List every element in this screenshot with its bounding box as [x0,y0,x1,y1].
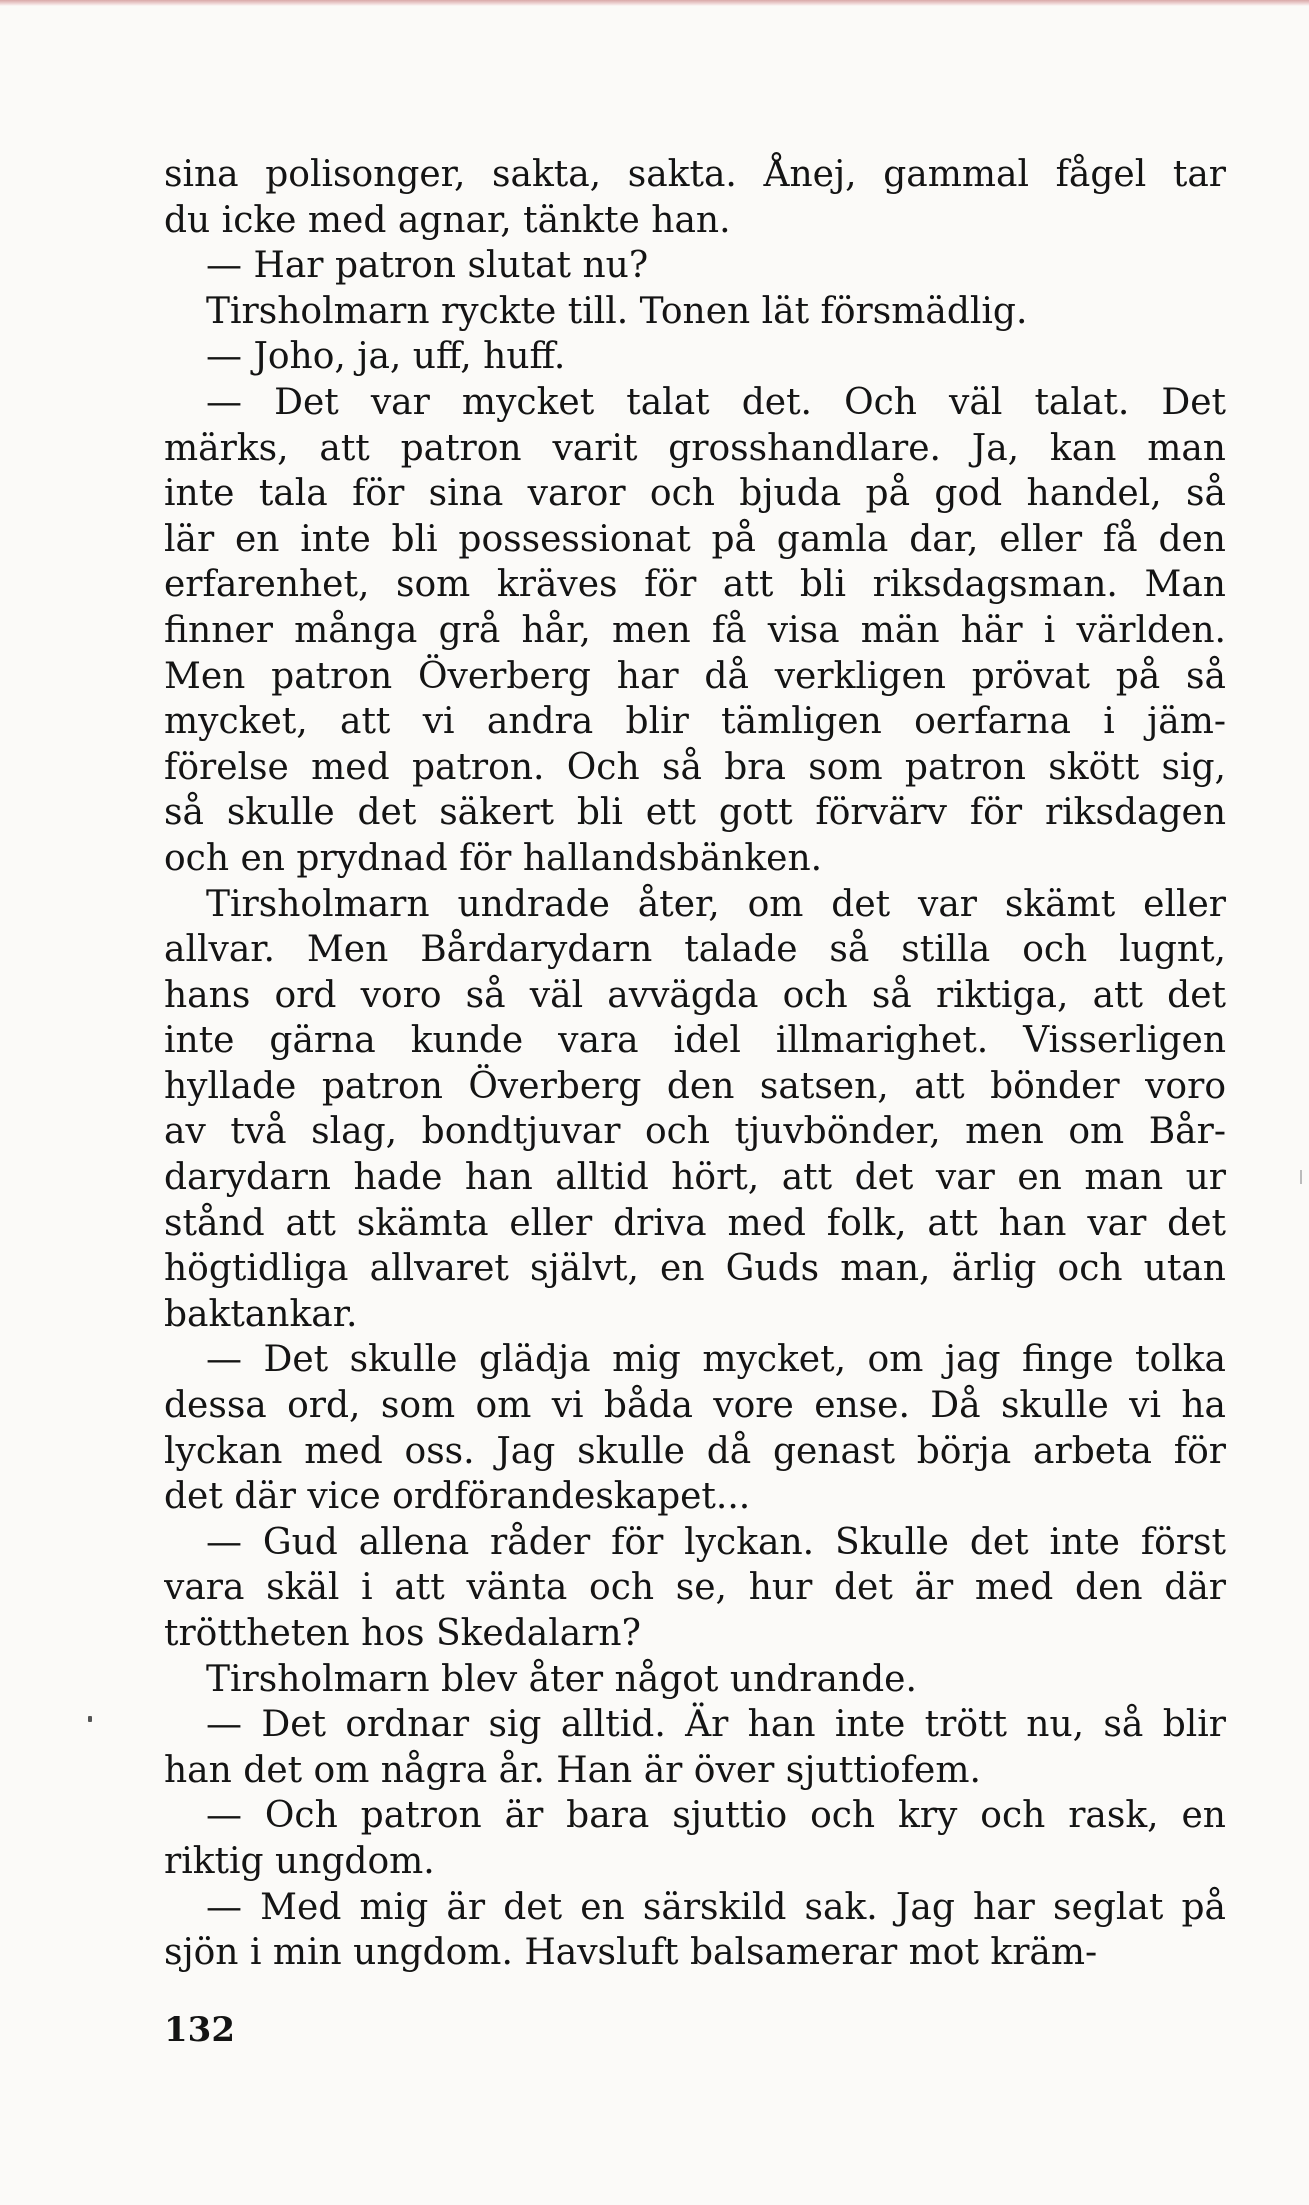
text-line: — Med mig är det en särskild sak. Jag har seglat på [206,1886,1226,1928]
text-line: finner många grå hår, men få visa män här i världen. [164,609,1226,651]
text-line: och en prydnad för hallandsbänken. [164,837,823,879]
text-line: — Det ordnar sig alltid. Är han inte trött nu, så blir [206,1704,1226,1746]
text-line: inte gärna kunde vara idel illmarighet. Visserligen [164,1020,1226,1062]
text-line: — Det var mycket talat det. Och väl talat. Det [206,381,1226,423]
text-line: hans ord voro så väl avvägda och så riktiga, att det [164,974,1226,1016]
text-line: — Gud allena råder för lyckan. Skulle det inte först [206,1521,1226,1563]
text-line: riktig ungdom. [164,1840,435,1882]
text-line: Tirsholmarn blev åter något undrande. [206,1658,917,1700]
page-number: 132 [164,2010,235,2050]
text-line: sina polisonger, sakta, sakta. Ånej, gammal fågel tar [164,154,1226,195]
margin-mark [88,1716,92,1722]
page-top-edge [0,0,1309,6]
text-line: förelse med patron. Och så bra som patron skött sig, [164,746,1226,788]
text-line: stånd att skämta eller driva med folk, att han var det [164,1202,1226,1244]
text-line: han det om några år. Han är över sjuttiofem. [164,1749,981,1791]
text-line: av två slag, bondtjuvar och tjuvbönder, men om Bår- [164,1111,1226,1153]
text-line: lär en inte bli possessionat på gamla dar, eller få den [164,518,1226,560]
text-line: hyllade patron Överberg den satsen, att bönder voro [164,1065,1226,1107]
text-line: Men patron Överberg har då verkligen prövat på så [164,655,1226,697]
text-line: allvar. Men Bårdarydarn talade så stilla och lugnt, [164,929,1226,971]
text-line: darydarn hade han alltid hört, att det var en man ur [164,1157,1226,1199]
text-line: dessa ord, som om vi båda vore ense. Då skulle vi ha [164,1385,1226,1427]
text-line: märks, att patron varit grosshandlare. Ja, kan man [164,427,1226,469]
text-line: tröttheten hos Skedalarn? [164,1613,641,1654]
text-line: — Det skulle glädja mig mycket, om jag finge tolka [206,1339,1226,1381]
text-line: mycket, att vi andra blir tämligen oerfarna i jäm- [164,701,1226,743]
text-line: det där vice ordförandeskapet... [164,1476,751,1518]
text-line: Tirsholmarn ryckte till. Tonen lät försmädlig. [206,290,1028,332]
body-text [164,152,1226,1976]
text-line: Tirsholmarn undrade åter, om det var skämt eller [206,883,1226,925]
text-line: sjön i min ungdom. Havsluft balsamerar mot kräm- [164,1932,1098,1974]
text-line: högtidliga allvaret självt, en Guds man, ärlig och utan [164,1248,1226,1290]
text-line: — Har patron slutat nu? [206,245,649,287]
text-line: — Och patron är bara sjuttio och kry och rask, en [206,1795,1226,1837]
text-line: baktankar. [164,1293,358,1335]
text-line: så skulle det säkert bli ett gott förvärv för riksdagen [164,792,1226,834]
text-line: vara skäl i att vänta och se, hur det är med den där [164,1567,1226,1609]
text-line: inte tala för sina varor och bjuda på god handel, så [164,473,1226,515]
text-line: erfarenhet, som kräves för att bli riksdagsman. Man [164,564,1226,606]
text-line: lyckan med oss. Jag skulle då genast börja arbeta för [164,1430,1226,1472]
text-line: — Joho, ja, uff, huff. [206,336,566,378]
text-line: du icke med agnar, tänkte han. [164,199,731,241]
edge-mark [1300,1170,1302,1184]
